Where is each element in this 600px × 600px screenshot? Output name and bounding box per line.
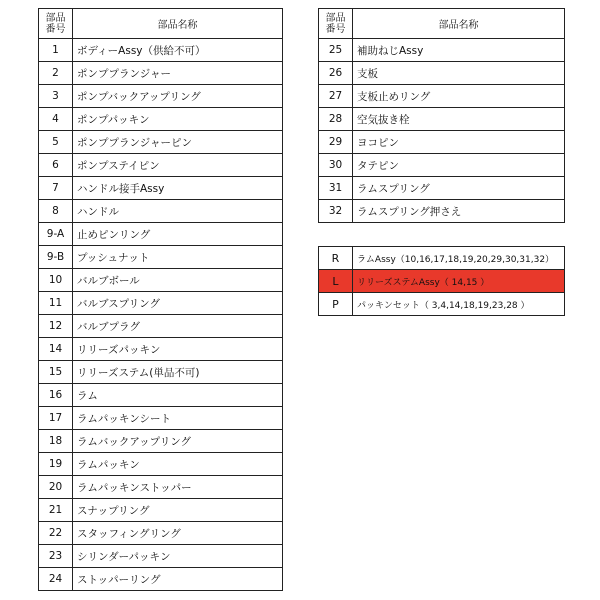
part-number: 6 [39, 154, 73, 177]
table-row [39, 177, 283, 200]
part-name: 止めピンリング [73, 223, 283, 246]
table-row [319, 154, 565, 177]
table-row [39, 407, 283, 430]
part-number: 23 [39, 545, 73, 568]
table-row [39, 200, 283, 223]
table-row [39, 246, 283, 269]
kit-code: R [319, 247, 353, 270]
table-row [39, 223, 283, 246]
header-part-number: 部品 番号 [39, 9, 73, 39]
part-number: 11 [39, 292, 73, 315]
parts-list-right [319, 39, 565, 223]
table-row [319, 85, 565, 108]
kit-row [319, 270, 565, 293]
part-number: 20 [39, 476, 73, 499]
table-row [319, 177, 565, 200]
part-name: タテピン [353, 154, 565, 177]
parts-table-right [318, 8, 565, 223]
kit-name: ラムAssy（10,16,17,18,19,20,29,30,31,32） [353, 247, 565, 270]
part-number: 2 [39, 62, 73, 85]
part-number: 1 [39, 39, 73, 62]
part-name: ラムバックアップリング [73, 430, 283, 453]
table-row [39, 315, 283, 338]
part-name: ラムパッキンシート [73, 407, 283, 430]
table-row [319, 62, 565, 85]
table-row [39, 545, 283, 568]
table-row [39, 39, 283, 62]
part-name: ポンプステイピン [73, 154, 283, 177]
table-row [39, 384, 283, 407]
kit-row [319, 293, 565, 316]
part-number: 16 [39, 384, 73, 407]
part-name: バルブボール [73, 269, 283, 292]
part-name: 補助ねじAssy [353, 39, 565, 62]
part-number: 28 [319, 108, 353, 131]
part-name: ボディーAssy（供給不可） [73, 39, 283, 62]
part-name: シリンダーパッキン [73, 545, 283, 568]
table-row [319, 108, 565, 131]
part-number: 22 [39, 522, 73, 545]
header-part-name: 部品名称 [353, 9, 565, 39]
table-row [39, 361, 283, 384]
part-number: 14 [39, 338, 73, 361]
part-name: バルブプラグ [73, 315, 283, 338]
table-row [39, 85, 283, 108]
table-row [39, 154, 283, 177]
table-row [319, 131, 565, 154]
table-row [39, 338, 283, 361]
table-header [39, 9, 283, 39]
part-number: 15 [39, 361, 73, 384]
part-name: ポンプバックアップリング [73, 85, 283, 108]
header-part-name: 部品名称 [73, 9, 283, 39]
part-number: 30 [319, 154, 353, 177]
part-name: リリーズステム(単品不可) [73, 361, 283, 384]
header-part-number: 部品 番号 [319, 9, 353, 39]
parts-list-left [39, 39, 283, 591]
part-name: ラムスプリング [353, 177, 565, 200]
part-name: リリーズパッキン [73, 338, 283, 361]
table-row [39, 522, 283, 545]
part-number: 8 [39, 200, 73, 223]
part-name: ハンドル接手Assy [73, 177, 283, 200]
kits-list [319, 247, 565, 316]
table-row [39, 62, 283, 85]
part-number: 21 [39, 499, 73, 522]
part-number: 32 [319, 200, 353, 223]
kit-name: リリーズステムAssy（ 14,15 ） [353, 270, 565, 293]
part-number: 3 [39, 85, 73, 108]
part-name: 支板止めリング [353, 85, 565, 108]
table-row [39, 131, 283, 154]
part-number: 27 [319, 85, 353, 108]
part-number: 4 [39, 108, 73, 131]
table-row [319, 39, 565, 62]
table-row [39, 568, 283, 591]
part-number: 5 [39, 131, 73, 154]
kit-name: パッキンセット（ 3,4,14,18,19,23,28 ） [353, 293, 565, 316]
part-name: スタッフィングリング [73, 522, 283, 545]
part-number: 7 [39, 177, 73, 200]
part-name: ハンドル [73, 200, 283, 223]
table-row [39, 269, 283, 292]
part-name: スナップリング [73, 499, 283, 522]
part-name: ラムスプリング押さえ [353, 200, 565, 223]
kit-code: P [319, 293, 353, 316]
table-row [319, 200, 565, 223]
part-name: ヨコピン [353, 131, 565, 154]
part-number: 31 [319, 177, 353, 200]
part-number: 29 [319, 131, 353, 154]
table-row [39, 108, 283, 131]
part-name: ラム [73, 384, 283, 407]
part-name: ポンプパッキン [73, 108, 283, 131]
part-name: 支板 [353, 62, 565, 85]
kit-code: L [319, 270, 353, 293]
table-row [39, 476, 283, 499]
part-number: 18 [39, 430, 73, 453]
kit-row [319, 247, 565, 270]
part-name: ストッパーリング [73, 568, 283, 591]
part-name: ポンププランジャー [73, 62, 283, 85]
part-number: 19 [39, 453, 73, 476]
part-number: 9-A [39, 223, 73, 246]
table-header [319, 9, 565, 39]
part-number: 26 [319, 62, 353, 85]
part-number: 25 [319, 39, 353, 62]
part-number: 10 [39, 269, 73, 292]
parts-table-left [38, 8, 283, 591]
part-name: ラムパッキンストッパー [73, 476, 283, 499]
part-name: ラムパッキン [73, 453, 283, 476]
part-number: 17 [39, 407, 73, 430]
table-row [39, 499, 283, 522]
table-row [39, 430, 283, 453]
part-name: 空気抜き栓 [353, 108, 565, 131]
table-row [39, 292, 283, 315]
part-name: プッシュナット [73, 246, 283, 269]
part-number: 24 [39, 568, 73, 591]
table-row [39, 453, 283, 476]
part-number: 9-B [39, 246, 73, 269]
kits-table [318, 246, 565, 316]
part-number: 12 [39, 315, 73, 338]
part-name: ポンププランジャーピン [73, 131, 283, 154]
part-name: バルブスプリング [73, 292, 283, 315]
